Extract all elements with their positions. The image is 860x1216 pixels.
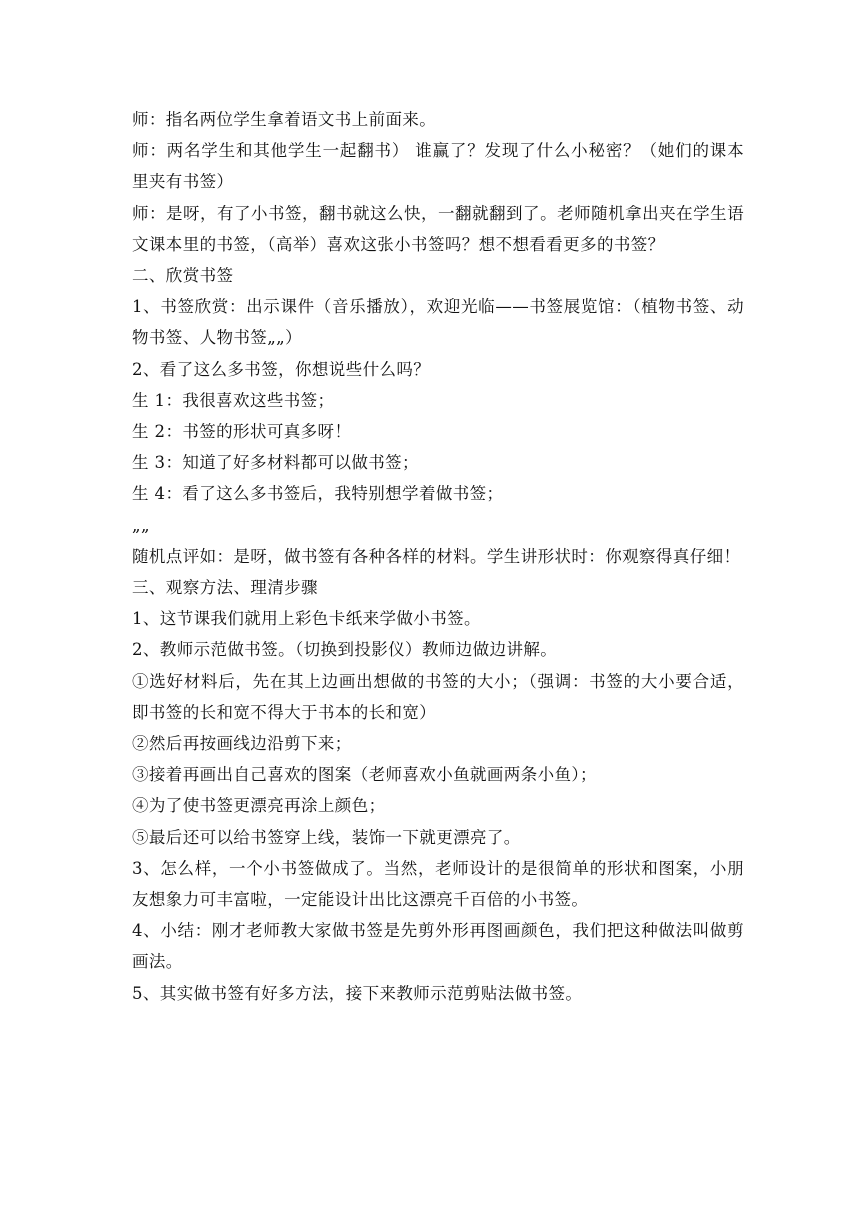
- paragraph-18: ③接着再画出自己喜欢的图案（老师喜欢小鱼就画两条小鱼）；: [132, 765, 597, 785]
- paragraph-15: 2、教师示范做书签。（切换到投影仪）教师边做边讲解。: [132, 640, 558, 660]
- paragraph-6: 2、看了这么多书签，你想说些什么吗？: [132, 359, 431, 379]
- paragraph-11: „„: [132, 515, 150, 535]
- paragraph-14: 1、这节课我们就用上彩色卡纸来学做小书签。: [132, 609, 481, 629]
- section-heading-2: 二、欣赏书签: [132, 266, 234, 286]
- paragraph-17: ②然后再按画线边沿剪下来；: [132, 734, 352, 754]
- paragraph-2: 师：两名学生和其他学生一起翻书） 谁赢了？发现了什么小秘密？（她们的课本里夹有书签）: [132, 141, 744, 192]
- paragraph-16: ①选好材料后，先在其上边画出想做的书签的大小；（强调：书签的大小要合适，即书签的长和宽不得大于书本的长和宽）: [132, 671, 744, 722]
- document-body: [132, 104, 744, 1009]
- paragraph-8: 生 2：书签的形状可真多呀！: [132, 422, 352, 442]
- paragraph-3: 师：是呀，有了小书签，翻书就这么快，一翻就翻到了。老师随机拿出夹在学生语文课本里的书签，（高举）喜欢这张小书签吗？想不想看看更多的书签？: [132, 203, 744, 254]
- paragraph-5: 1、书签欣赏：出示课件（音乐播放），欢迎光临——书签展览馆：（植物书签、动物书签、人物书签„„）: [132, 297, 744, 348]
- paragraph-21: 3、怎么样，一个小书签做成了。当然，老师设计的是很简单的形状和图案，小朋友想象力可丰富啦，一定能设计出比这漂亮千百倍的小书签。: [132, 858, 744, 910]
- paragraph-10: 生 4：看了这么多书签后，我特别想学着做书签；: [132, 484, 504, 504]
- paragraph-19: ④为了使书签更漂亮再涂上颜色；: [132, 796, 386, 816]
- paragraph-20: ⑤最后还可以给书签穿上线，装饰一下就更漂亮了。: [132, 827, 521, 847]
- paragraph-12: 随机点评如：是呀，做书签有各种各样的材料。学生讲形状时：你观察得真仔细！: [132, 546, 741, 566]
- paragraph-9: 生 3：知道了好多材料都可以做书签；: [132, 453, 419, 473]
- paragraph-1: 师：指名两位学生拿着语文书上前面来。: [132, 110, 437, 129]
- paragraph-23: 5、其实做书签有好多方法，接下来教师示范剪贴法做书签。: [132, 983, 583, 1003]
- section-heading-3: 三、观察方法、理清步骤: [132, 578, 318, 598]
- paragraph-22: 4、小结：刚才老师教大家做书签是先剪外形再图画颜色，我们把这种做法叫做剪画法。: [132, 921, 744, 972]
- paragraph-7: 生 1：我很喜欢这些书签；: [132, 390, 335, 410]
